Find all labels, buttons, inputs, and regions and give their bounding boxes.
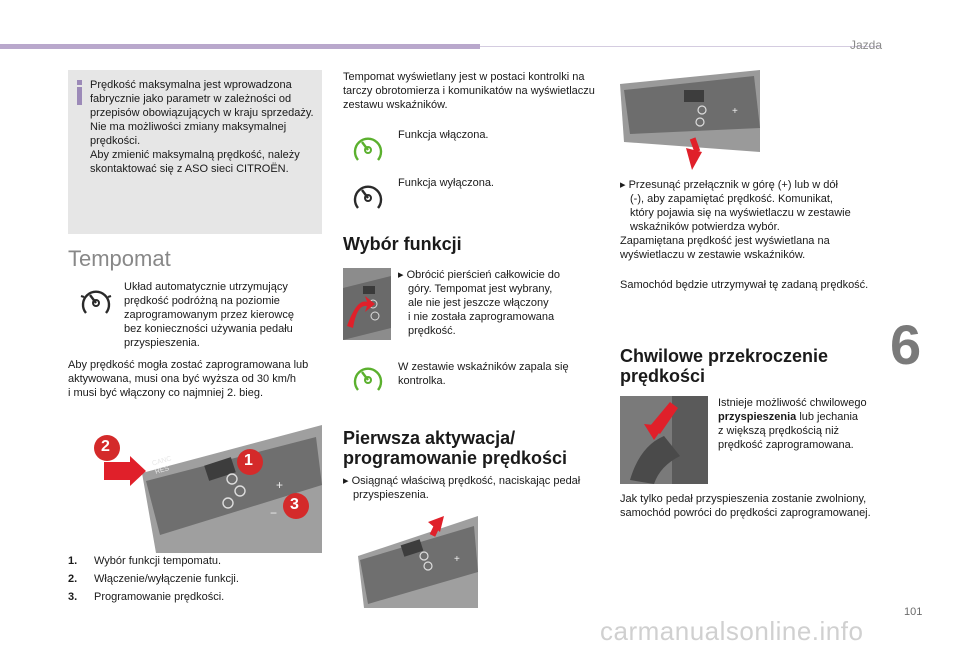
info-line: Nie ma możliwości zmiany maksymalnej (90, 121, 287, 133)
legend-item: 3. Programowanie prędkości. (68, 591, 225, 603)
svg-text:−: − (270, 506, 278, 520)
svg-text:+: + (732, 106, 738, 117)
tempomat-intro: Układ automatycznie utrzymujący prędkość podróżną na poziomie zaprogramowanym przez kierowcę bez konieczności używania pedału przyspieszenia. (124, 281, 294, 349)
info-line: prędkości. (90, 135, 141, 147)
stalk-label-res: RES (154, 465, 171, 476)
first-activation-bullet: ▸ Osiągnąć właściwą prędkość, naciskając pedał przyspieszenia. (343, 475, 581, 501)
stalk-label-canc: CANC (151, 455, 173, 468)
chapter-number: 6 (890, 313, 922, 376)
info-line: fabrycznie jako parametr w zależności od (90, 93, 292, 105)
heading-tempomat: Tempomat (68, 246, 171, 271)
legend-item: 2. Włączenie/wyłączenie funkcji. (68, 573, 239, 585)
callout-1: 1 (244, 452, 253, 469)
callout-3: 3 (290, 496, 299, 513)
bullet-marker: ▸ (398, 269, 407, 281)
pedal-photo (620, 396, 708, 484)
function-off-label: Funkcja wyłączona. (398, 177, 494, 189)
heading-first-activation: Pierwsza aktywacja/ programowanie prędkości (343, 428, 568, 468)
info-line: Aby zmienić maksymalną prędkość, należy (90, 149, 300, 161)
heading-override: Chwilowe przekroczenie prędkości (620, 346, 829, 386)
stalk-photo-activation (358, 516, 478, 608)
bullet-marker: ▸ (343, 475, 352, 487)
info-line: skontaktować się z ASO sieci CITROËN. (90, 163, 289, 175)
maintain-text: Samochód będzie utrzymywał tę zadaną prędkość. (620, 279, 869, 291)
stalk-photo-main (136, 425, 322, 553)
bullet-marker: ▸ (620, 179, 629, 191)
select-bullet: ▸ Obrócić pierścień całkowicie do góry. Tempomat jest wybrany, ale nie jest jeszcze włączony i nie została zaprogramowana prędkość. (398, 269, 561, 337)
info-line: przepisów obowiązujących w kraju sprzedaży. (90, 107, 314, 119)
svg-text:+: + (276, 478, 284, 492)
heading-select-function: Wybór funkcji (343, 234, 462, 254)
cruise-on-green-icon (350, 132, 386, 168)
header-accent-bar (0, 44, 480, 49)
cruise-lamp-green-icon (350, 362, 386, 398)
stalk-photo-program (620, 70, 760, 170)
callout-2: 2 (101, 438, 110, 455)
override-text: Istnieje możliwość chwilowego przyspieszenia lub jechania z większą prędkością niż prędkość zaprogramowana. (718, 397, 867, 451)
function-on-label: Funkcja włączona. (398, 129, 489, 141)
svg-text:+: + (454, 554, 460, 565)
program-bullet: ▸ Przesunąć przełącznik w górę (+) lub w dół (-), aby zapamiętać prędkość. Komunikat, który pojawia się na wyświetlaczu w zestawie wskaźników potwierdza wybór. (620, 179, 851, 233)
tempomat-condition: Aby prędkość mogła zostać zaprogramowana lub aktywowana, musi ona być wyższa od 30 km/h i musi być włączony co najmniej 2. bieg. (68, 359, 309, 399)
header-rule (480, 46, 880, 47)
release-text: Jak tylko pedał przyspieszenia zostanie zwolniony, samochód powróci do prędkości zaprogramowanej. (620, 493, 871, 519)
legend-item: 1. Wybór funkcji tempomatu. (68, 555, 222, 567)
stalk-photo-select (343, 268, 391, 340)
info-box (68, 70, 322, 234)
page-number: 101 (904, 606, 923, 618)
watermark: carmanualsonline.info (600, 616, 864, 646)
section-title: Jazda (849, 38, 882, 52)
memo-text: Zapamiętana prędkość jest wyświetlana na wyświetlaczu w zestawie wskaźników. (620, 235, 830, 261)
info-line: Prędkość maksymalna jest wprowadzona (90, 79, 292, 91)
info-icon (76, 80, 84, 106)
cruise-off-gray-icon (350, 180, 386, 216)
lamp-text: W zestawie wskaźników zapala się kontrolka. (398, 361, 569, 387)
display-intro: Tempomat wyświetlany jest w postaci kontrolki na tarczy obrotomierza i komunikatów na wyświetlaczu zestawu wskaźników. (343, 71, 595, 111)
cruise-gauge-icon (78, 285, 114, 321)
